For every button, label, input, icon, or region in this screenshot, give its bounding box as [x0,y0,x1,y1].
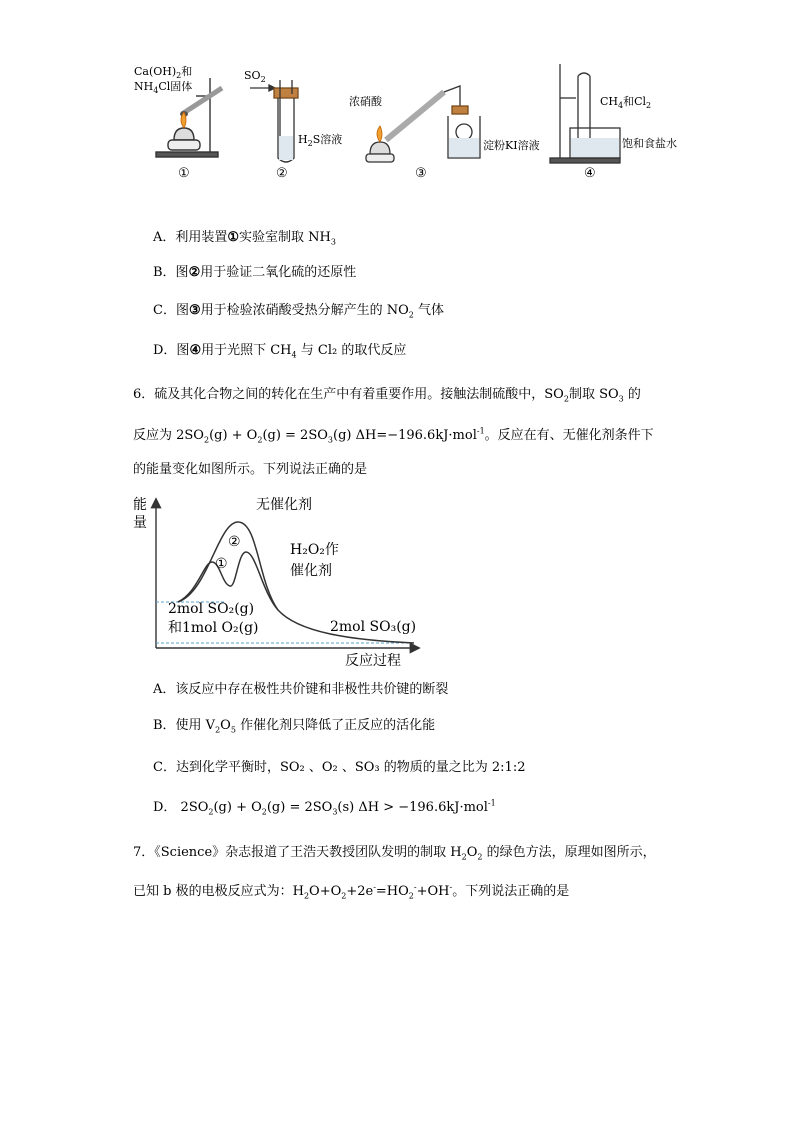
q6-option-a: A．该反应中存在极性共价键和非极性共价键的断裂 [153,682,449,697]
caption-1: ① [178,166,190,181]
q6-option-c: C．达到化学平衡时，SO₂ 、O₂ 、SO₃ 的物质的量之比为 2:1:2 [153,760,526,775]
app4-water-label: 饱和食盐水 [622,137,677,150]
q5-option-a: A．利用装置①实验室制取 $NH_3$ [153,230,336,247]
q6-line-2: 反应为 $2SO_2(g) + O_2(g) = 2SO_3(g)$ ΔH=−196.6kJ·mol$^{-1}$。反应在有、无催化剂条件下 [133,426,654,445]
products-label: 2mol SO₃(g) [330,619,417,635]
q7-line-1: 7．《Science》杂志报道了王浩天教授团队发明的制取 $H_2O_2$ 的绿色方法，原理如图所示， [133,845,656,862]
chart-ylabel: 能量 [133,497,147,531]
q5-option-b: B．图②用于验证二氧化硫的还原性 [153,265,357,280]
apparatus-2 [250,80,298,162]
app2-solution-label: $H_2S$溶液 [298,133,343,149]
q6-line-1: 6．硫及其化合物之间的转化在生产中有着重要作用。接触法制硫酸中，$SO_2$制取 $SO_3$ 的 [133,387,641,404]
q6-option-d: D． $2SO_2(g) + O_2(g) = 2SO_3(s) \Delta H > -196.6kJ\cdot mol^{-1}$ [153,798,496,817]
apparatus-figure [130,58,690,186]
app1-label-2: $NH_4Cl$固体 [134,80,193,96]
q7-line-2: 已知 b 极的电极反应式为：$H_2O+O_2+2e^-=HO_2^-+OH^-$。下列说法正确的是 [133,882,570,901]
app1-label-1: $Ca(OH)_2$和 [134,65,193,81]
apparatus-3 [366,86,480,162]
energy-diagram [128,492,428,672]
q6-line-3: 的能量变化如图所示。下列说法正确的是 [133,462,368,477]
q6-option-b: B．使用 $V_2O_5$ 作催化剂只降低了正反应的活化能 [153,718,436,735]
chart-xlabel: 反应过程 [345,653,401,669]
apparatus-4 [550,64,620,163]
app3-solution-label: 淀粉KI溶液 [483,139,540,152]
reactants-label: 2mol SO₂(g) [168,601,255,617]
curve1-label: 无催化剂 [256,497,312,513]
app2-gas-label: $SO_2$ [244,69,266,85]
caption-3: ③ [415,166,427,181]
peak-mark-1: ① [215,556,228,572]
caption-4: ④ [584,166,596,181]
q5-option-c: C．图③用于检验浓硝酸受热分解产生的 $NO_2$ 气体 [153,303,445,320]
caption-2: ② [276,166,288,181]
app4-gas-label: $CH_4$和$Cl_2$ [600,95,652,111]
curve2-label-1: H₂O₂作 [290,542,339,558]
q5-option-d: D．图④用于光照下 $CH_4$ 与 Cl₂ 的取代反应 [153,343,407,360]
app3-acid-label: 浓硝酸 [349,95,382,108]
peak-mark-2: ② [228,534,241,550]
reactants-label-2: 和1mol O₂(g) [168,620,259,636]
curve2-label-2: 催化剂 [290,563,332,579]
